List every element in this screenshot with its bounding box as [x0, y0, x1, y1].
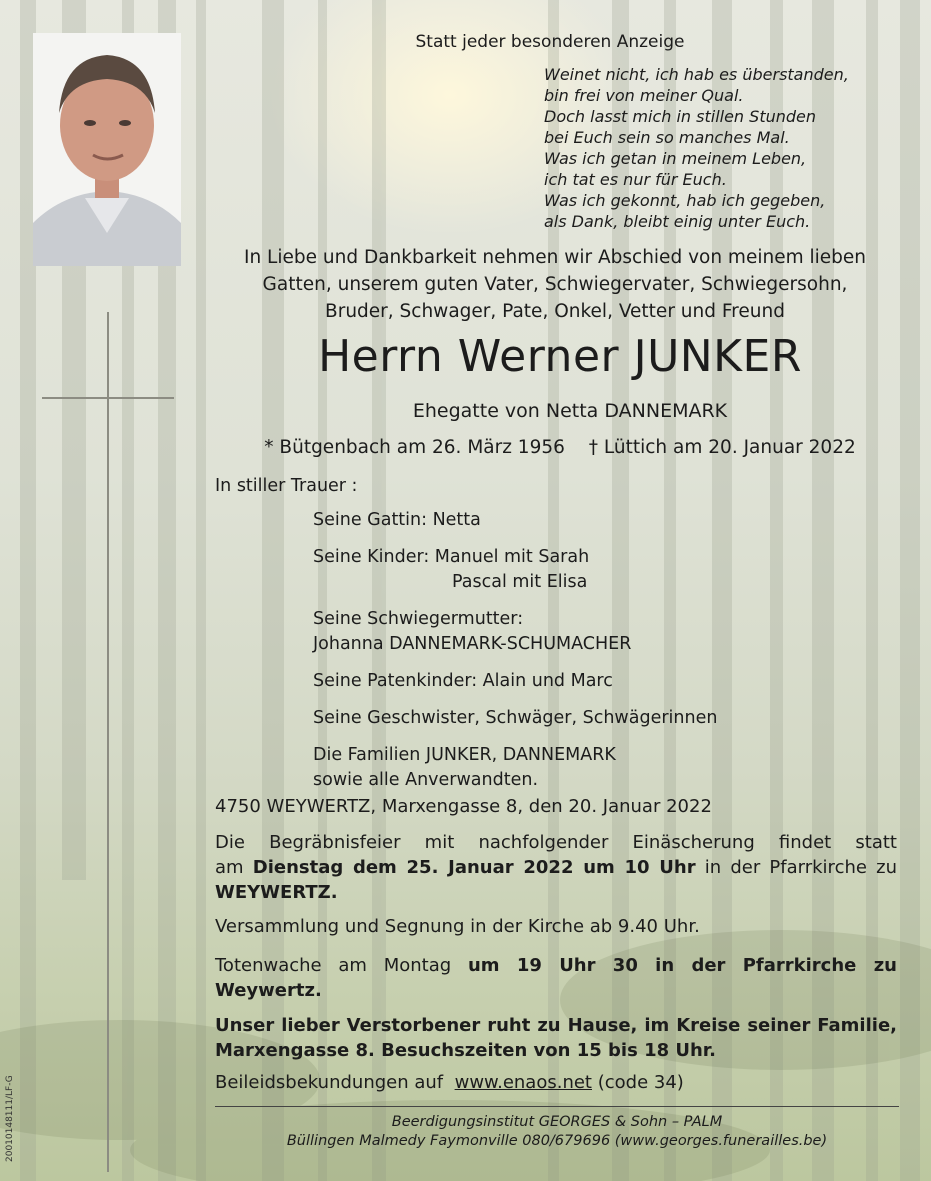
mourner-line: Johanna DANNEMARK-SCHUMACHER [313, 634, 632, 654]
mourner-line: Die Familien JUNKER, DANNEMARK [313, 745, 616, 765]
poem-line: bin frei von meiner Qual. [544, 86, 744, 105]
reference-code: 20010148111/LF-G [5, 1075, 15, 1162]
mourner-wife: Seine Gattin: Netta [313, 510, 481, 530]
home-text: Marxengasse 8. Besuchszeiten von 15 bis 18 Uhr. [215, 1040, 716, 1061]
mourner-line: Seine Schwiegermutter: [313, 609, 524, 629]
funeral-line: Die Begräbnisfeier mit nachfolgender Einäscherung findet statt [215, 832, 897, 853]
poem-line: Was ich getan in meinem Leben, [544, 149, 807, 168]
death-date: † Lüttich am 20. Januar 2022 [588, 437, 856, 458]
wake-text: Totenwache am Montag [215, 955, 468, 976]
intro-line: In Liebe und Dankbarkeit nehmen wir Abschied von meinem lieben [244, 247, 866, 268]
condolences-link[interactable]: www.enaos.net [454, 1072, 592, 1093]
gathering-info: Versammlung und Segnung in der Kirche ab 9.40 Uhr. [215, 916, 700, 937]
undertaker-name: Beerdigungsinstitut GEORGES & Sohn – PALM [391, 1114, 723, 1130]
mourning-label: In stiller Trauer : [215, 476, 358, 496]
undertaker-contact: Büllingen Malmedy Faymonville 080/679696 (www.georges.funerailles.be) [286, 1133, 828, 1149]
condolences-line [215, 1072, 684, 1093]
birth-date: * Bütgenbach am 26. März 1956 [264, 437, 565, 458]
life-dates [215, 437, 905, 458]
wake-town: Weywertz. [215, 980, 322, 1001]
condolences-label: Beileidsbekundungen auf [215, 1072, 444, 1093]
intro-text [205, 244, 905, 325]
mourner-children [313, 545, 873, 595]
wake-info [215, 953, 897, 1003]
intro-line: Gatten, unserem guten Vater, Schwiegervater, Schwiegersohn, [262, 274, 848, 295]
mourner-mother-in-law [313, 607, 873, 657]
home-visit-info [215, 1013, 897, 1063]
funeral-line [215, 855, 897, 880]
poem-line: Weinet nicht, ich hab es überstanden, [544, 65, 849, 84]
poem [544, 64, 904, 232]
header-notice: Statt jeder besonderen Anzeige [415, 32, 685, 52]
funeral-text: am [215, 857, 253, 878]
intro-line: Bruder, Schwager, Pate, Onkel, Vetter und Freund [325, 301, 785, 322]
spouse-line: Ehegatte von Netta DANNEMARK [412, 400, 728, 422]
home-line [215, 1038, 897, 1063]
wake-time-place: um 19 Uhr 30 in der Pfarrkirche zu [467, 955, 897, 976]
mourner-line: Pascal mit Elisa [452, 572, 588, 592]
mourner-godchildren: Seine Patenkinder: Alain und Marc [313, 671, 613, 691]
place-date-line: 4750 WEYWERTZ, Marxengasse 8, den 20. Januar 2022 [215, 796, 712, 817]
mourner-siblings: Seine Geschwister, Schwäger, Schwägerinnen [313, 708, 718, 728]
mourner-families [313, 743, 873, 793]
funeral-datetime: Dienstag dem 25. Januar 2022 um 10 Uhr [252, 857, 696, 878]
deceased-name: Herrn Werner JUNKER [318, 331, 802, 382]
footer-divider [215, 1106, 899, 1107]
undertaker-info [215, 1113, 899, 1151]
home-line [215, 1013, 897, 1038]
wake-line [215, 978, 897, 1003]
poem-line: Was ich gekonnt, hab ich gegeben, [544, 191, 826, 210]
poem-line: ich tat es nur für Euch. [544, 170, 727, 189]
funeral-town: WEYWERTZ. [215, 882, 338, 903]
poem-line: Doch lasst mich in stillen Stunden [544, 107, 817, 126]
mourner-line: Seine Kinder: Manuel mit Sarah [313, 547, 590, 567]
home-text: Unser lieber Verstorbener ruht zu Hause, im Kreise seiner Familie, [215, 1015, 897, 1036]
poem-line: als Dank, bleibt einig unter Euch. [544, 212, 811, 231]
mourner-line: sowie alle Anverwandten. [313, 770, 539, 790]
poem-line: bei Euch sein so manches Mal. [544, 128, 790, 147]
portrait-photo [33, 33, 181, 266]
funeral-text: in der Pfarrkirche zu [695, 857, 897, 878]
funeral-details [215, 830, 897, 905]
mourners-list [313, 508, 873, 805]
wake-line [215, 953, 897, 978]
condolences-code: (code 34) [597, 1072, 684, 1093]
funeral-place [215, 880, 897, 905]
